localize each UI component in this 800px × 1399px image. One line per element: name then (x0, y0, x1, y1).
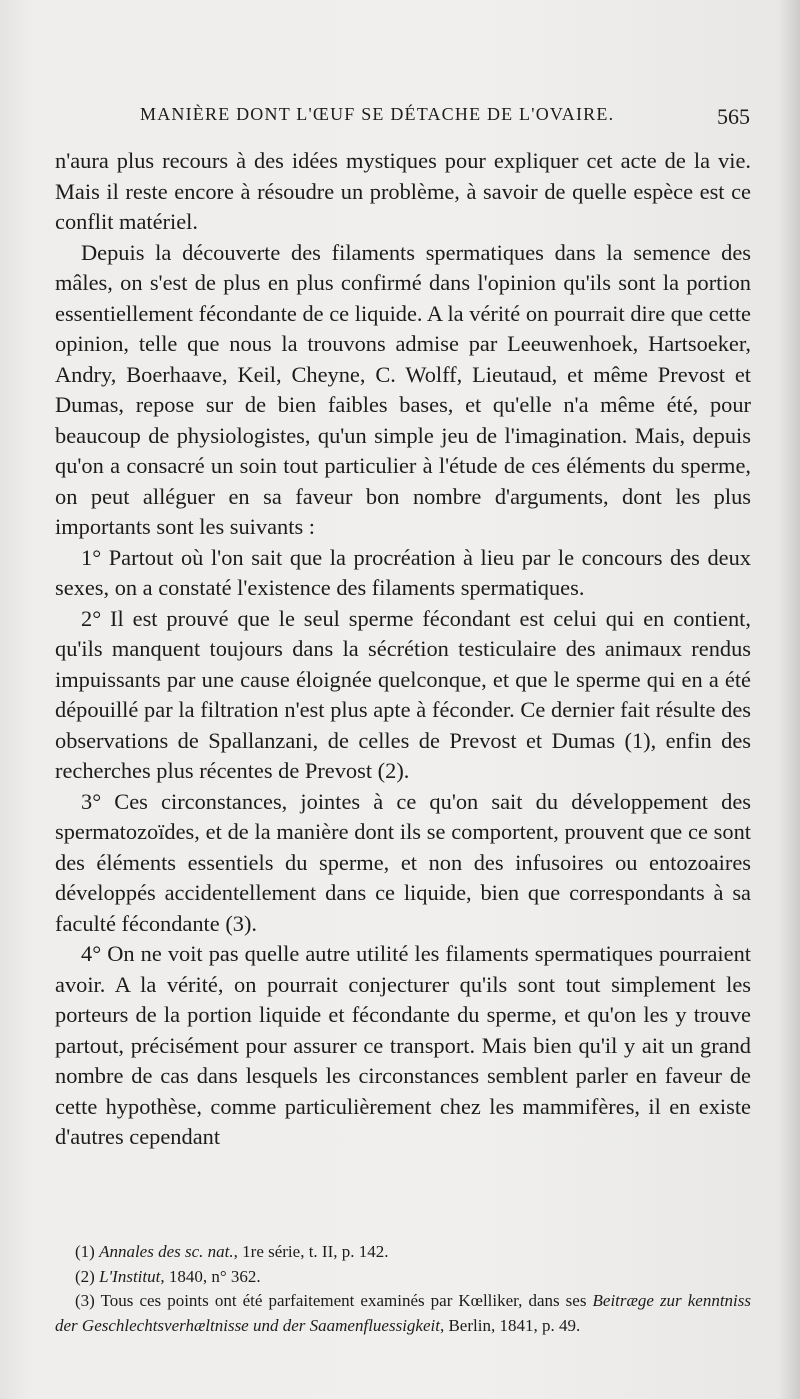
paragraph: 3° Ces circonstances, jointes à ce qu'on sait du développement des spermatozoïdes, et de la manière dont ils se comportent, prouvent que ce sont des éléments essentiels du sperme, et non des infusoires ou entozoaires développés accidentellement dans ce liquide, bien que correspondants à sa faculté fécondante (3). (55, 788, 751, 936)
footnote-source: Annales des sc. nat. (99, 1242, 234, 1261)
footnote-mark: (1) (75, 1242, 95, 1261)
running-title: MANIÈRE DONT L'ŒUF SE DÉTACHE DE L'OVAIRE. (140, 104, 615, 124)
paragraph: 1° Partout où l'on sait que la procréation à lieu par le concours des deux sexes, on a constaté l'existence des filaments spermatiques. (55, 544, 751, 600)
footnote (55, 1265, 751, 1290)
paragraph: 4° On ne voit pas quelle autre utilité les filaments spermatiques pourraient avoir. A la vérité, on pourrait conjecturer qu'ils sont tout simplement les porteurs de la portion liquide et fécondante du sperme, et qu'on les y trouve partout, précisément pour assurer ce transport. Mais bien qu'il y ait un grand nombre de cas dans lesquels les circonstances semblent parler en faveur de cette hypothèse, comme particulièrement chez les mammifères, il en existe d'autres cependant (55, 941, 751, 1149)
paragraph: 2° Il est prouvé que le seul sperme fécondant est celui qui en contient, qu'ils manquent toujours dans la sécrétion testiculaire des animaux rendus impuissants par une cause éloignée quelconque, et que le sperme qui en a été dépouillé par la filtration n'est plus apte à féconder. Ce dernier fait résulte des observations de Spallanzani, de celles de Prevost et Dumas (1), enfin des recherches plus récentes de Prevost (2). (55, 605, 751, 783)
footnotes (55, 1240, 751, 1338)
footnote-text: , Berlin, 1841, p. 49. (439, 1315, 581, 1335)
footnote-text: Tous ces points ont été parfaitement examinés par Kœlliker, dans ses (100, 1291, 587, 1310)
footnote-mark: (3) (75, 1291, 95, 1310)
footnote-source: Beitræge zur kenntniss der Geschlechtsverhæltnisse und der Saamenfluessigkeit (55, 1291, 751, 1335)
footnote-text: , 1840, n° 362. (160, 1266, 261, 1286)
footnote-source: L'Institut (99, 1266, 161, 1286)
footnote (55, 1240, 751, 1265)
paragraph: Depuis la découverte des filaments spermatiques dans la semence des mâles, on s'est de plus en plus confirmé dans l'opinion qu'ils sont la portion essentiellement fécondante de ce liquide. A la vérité on pourrait dire que cette opinion, telle que nous la trouvons admise par Leeuwenhoek, Hartsoeker, Andry, Boerhaave, Keil, Cheyne, C. Wolff, Lieutaud, et même Prevost et Dumas, repose sur de bien faibles bases, et qu'elle n'a même été, pour beaucoup de physiologistes, qu'un simple jeu de l'imagination. Mais, depuis qu'on a consacré un soin tout particulier à l'étude de ces éléments du sperme, on peut alléguer en sa faveur bon nombre d'arguments, dont les plus importants sont les suivants : (55, 239, 751, 539)
paragraph: n'aura plus recours à des idées mystiques pour expliquer cet acte de la vie. Mais il reste encore à résoudre un problème, à savoir de quelle espèce est ce conflit matériel. (55, 148, 751, 234)
footnote-text: , 1re série, t. II, p. 142. (233, 1242, 389, 1261)
footnote-mark: (2) (75, 1266, 95, 1286)
body-text (55, 146, 751, 1153)
footnote (55, 1289, 751, 1338)
page-edge-shadow (778, 0, 800, 1399)
page-number: 565 (717, 104, 750, 129)
